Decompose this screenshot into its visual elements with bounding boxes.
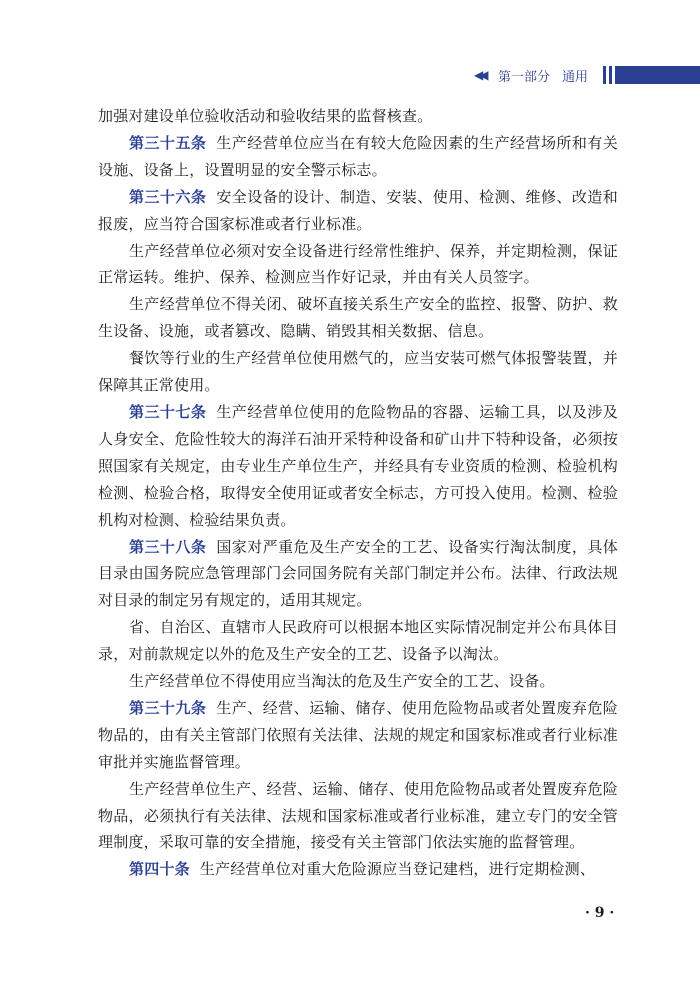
header-section-label: 通用 <box>562 70 589 85</box>
body-paragraph <box>98 776 618 857</box>
article-number: 第三十七条 <box>129 402 207 421</box>
paragraph-text: 生产经营单位使用的危险物品的容器、运输工具，以及涉及人身安全、危险性较大的海洋石油开采特种设备和矿山井下特种设备，必须按照国家有关规定，由专业生产单位生产，并经具有专业资质的检测、检验机构检测、检验合格，取得安全使用证或者安全标志，方可投入使用。检测、检验机构对检测、检验结果负责。 <box>98 402 618 529</box>
paragraph-text: 生产经营单位不得使用应当淘汰的危及生产安全的工艺、设备。 <box>129 672 555 691</box>
paragraph-text: 生产经营单位生产、经营、运输、储存、使用危险物品或者处置废弃危险物品，必须执行有关法律、法规和国家标准或者行业标准，建立专门的安全管理制度，采取可靠的安全措施，接受有关主管部门依法实施的监督管理。 <box>98 779 618 852</box>
paragraph-text: 国家对严重危及生产安全的工艺、设备实行淘汰制度，具体目录由国务院应急管理部门会同国务院有关部门制定并公布。法律、行政法规对目录的制定另有规定的，适用其规定。 <box>98 537 618 610</box>
article-paragraph <box>98 184 618 238</box>
body-paragraph <box>98 668 618 695</box>
paragraph-text: 省、自治区、直辖市人民政府可以根据本地区实际情况制定并公布具体目录，对前款规定以外的危及生产安全的工艺、设备予以淘汰。 <box>98 618 618 664</box>
header-bar-thin-1 <box>603 66 606 84</box>
article-paragraph <box>98 695 618 776</box>
paragraph-text: 加强对建设单位验收活动和验收结果的监督核查。 <box>98 107 433 125</box>
header-title <box>498 66 588 85</box>
page-body <box>98 103 618 883</box>
body-paragraph <box>98 291 618 345</box>
double-left-arrow-icon: ◀◀ <box>474 68 485 82</box>
article-paragraph <box>98 856 618 883</box>
paragraph-text: 生产经营单位应当在有较大危险因素的生产经营场所和有关设施、设备上，设置明显的安全警示标志。 <box>98 133 618 179</box>
header-part-label: 第一部分 <box>498 70 551 85</box>
paragraph-text: 生产经营单位不得关闭、破坏直接关系生产安全的监控、报警、防护、救生设备、设施，或者篡改、隐瞒、销毁其相关数据、信息。 <box>98 295 618 341</box>
article-number: 第三十五条 <box>129 133 207 152</box>
body-paragraph <box>98 345 618 399</box>
running-header <box>0 64 700 88</box>
article-number: 第三十八条 <box>129 537 207 556</box>
paragraph-text: 安全设备的设计、制造、安装、使用、检测、维修、改造和报废，应当符合国家标准或者行业标准。 <box>98 187 618 233</box>
paragraph-text: 生产、经营、运输、储存、使用危险物品或者处置废弃危险物品的，由有关主管部门依照有关法律、法规的规定和国家标准或者行业标准审批并实施监督管理。 <box>98 698 618 771</box>
article-paragraph <box>98 534 618 615</box>
article-number: 第四十条 <box>129 860 190 879</box>
header-bar-thin-2 <box>609 66 612 84</box>
body-paragraph <box>98 103 618 130</box>
article-paragraph <box>98 399 618 534</box>
body-paragraph <box>98 614 618 668</box>
paragraph-text: 生产经营单位对重大危险源应当登记建档，进行定期检测、 <box>199 860 596 879</box>
article-paragraph <box>98 130 618 184</box>
header-bar-wide <box>615 66 700 84</box>
paragraph-text: 餐饮等行业的生产经营单位使用燃气的，应当安装可燃气体报警装置，并保障其正常使用。 <box>98 349 618 395</box>
paragraph-text: 生产经营单位必须对安全设备进行经常性维护、保养，并定期检测，保证正常运转。维护、保养、检测应当作好记录，并由有关人员签字。 <box>98 241 618 287</box>
body-paragraph <box>98 238 618 292</box>
article-number: 第三十九条 <box>129 698 207 717</box>
page-number: · 9 · <box>585 905 615 921</box>
article-number: 第三十六条 <box>129 187 207 206</box>
